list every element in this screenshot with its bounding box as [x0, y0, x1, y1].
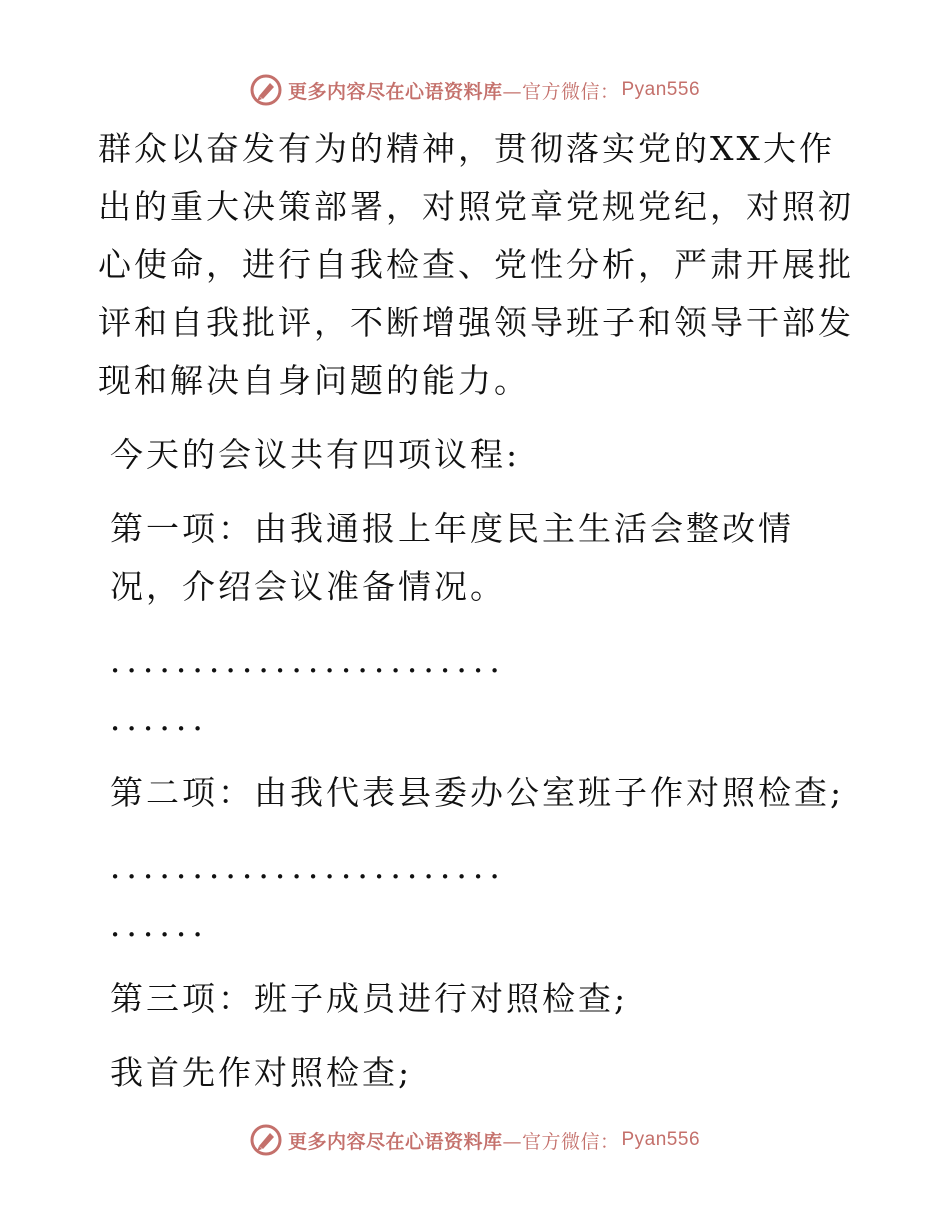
- ellipsis-line: ．．．．．．: [110, 699, 226, 738]
- footer-watermark: [0, 1120, 950, 1160]
- watermark-title: 更多内容尽在心语资料库: [287, 1130, 503, 1153]
- pen-logo-icon: [250, 1124, 282, 1156]
- ellipsis-line: ．．．．．．: [110, 905, 226, 944]
- agenda-item-3-sub: 我首先作对照检查;: [110, 1053, 413, 1092]
- agenda-item-2: 第二项：由我代表县委办公室班子作对照检查;: [110, 773, 845, 812]
- agenda-intro: 今天的会议共有四项议程:: [110, 435, 521, 474]
- watermark-wechat-id: Pyan556: [621, 1129, 701, 1150]
- agenda-item-1: 第一项：由我通报上年度民主生活会整改情况，介绍会议准备情况。: [110, 509, 794, 606]
- paragraph-intro: 群众以奋发有为的精神，贯彻落实党的XX大作出的重大决策部署，对照党章党规党纪，对照初心使命，进行自我检查、党性分析，严肃开展批评和自我批评，不断增强领导班子和领导干部发现和解决自身问题的能力。: [98, 129, 854, 400]
- agenda-item-3: 第三项：班子成员进行对照检查;: [110, 979, 629, 1018]
- watermark-label: —官方微信：: [502, 80, 620, 103]
- header-watermark: [0, 70, 950, 110]
- ellipsis-line: ．．．．．．．．．．．．．．．．．．．．．．．．: [110, 641, 523, 680]
- pen-logo-icon: [250, 74, 282, 106]
- ellipsis-line: ．．．．．．．．．．．．．．．．．．．．．．．．: [110, 847, 523, 886]
- document-body: [98, 120, 858, 1102]
- watermark-title: 更多内容尽在心语资料库: [287, 80, 503, 103]
- watermark-label: —官方微信：: [502, 1130, 620, 1153]
- watermark-wechat-id: Pyan556: [621, 79, 701, 100]
